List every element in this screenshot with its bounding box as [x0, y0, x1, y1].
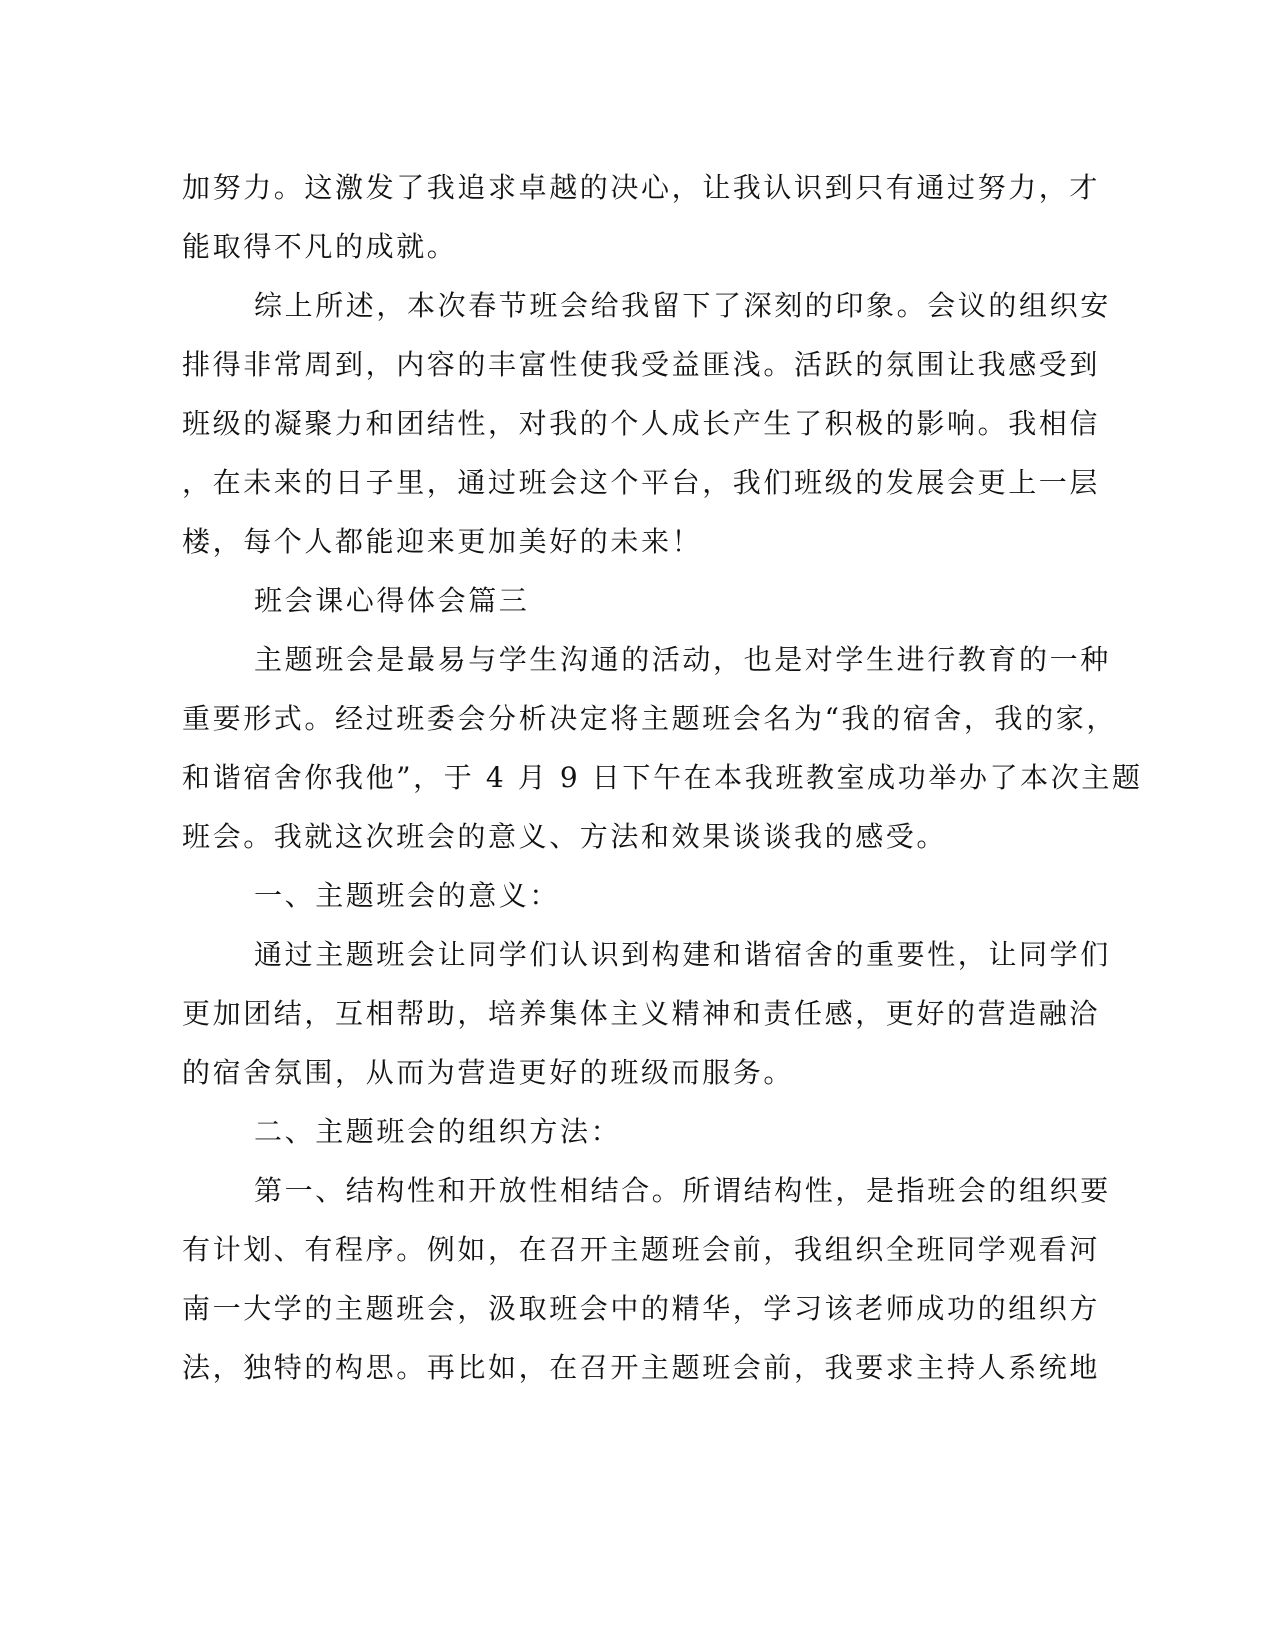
text-line: 排得非常周到，内容的丰富性使我受益匪浅。活跃的氛围让我感受到 — [182, 348, 1101, 381]
text-line: 更加团结，互相帮助，培养集体主义精神和责任感，更好的营造融洽 — [182, 997, 1101, 1030]
subsection-heading: 一、主题班会的意义： — [254, 879, 561, 912]
text-line: 班会。我就这次班会的意义、方法和效果谈谈我的感受。 — [182, 820, 948, 853]
section-heading: 班会课心得体会篇三 — [254, 584, 530, 617]
text-line: 南一大学的主题班会，汲取班会中的精华，学习该老师成功的组织方 — [182, 1292, 1101, 1325]
text-line: 能取得不凡的成就。 — [182, 230, 458, 263]
text-line: 通过主题班会让同学们认识到构建和谐宿舍的重要性，让同学们 — [254, 938, 1111, 971]
text-line: 加努力。这激发了我追求卓越的决心，让我认识到只有通过努力，才 — [182, 171, 1101, 204]
text-line: 的宿舍氛围，从而为营造更好的班级而服务。 — [182, 1056, 795, 1089]
text-line: 班级的凝聚力和团结性，对我的个人成长产生了积极的影响。我相信 — [182, 407, 1101, 440]
body-text — [182, 158, 1143, 1397]
text-line: 和谐宿舍你我他”，于 4 月 9 日下午在本我班教室成功举办了本次主题 — [182, 761, 1143, 794]
text-line: ，在未来的日子里，通过班会这个平台，我们班级的发展会更上一层 — [182, 466, 1101, 499]
text-line: 楼，每个人都能迎来更加美好的未来！ — [182, 525, 703, 558]
text-line: 法，独特的构思。再比如，在召开主题班会前，我要求主持人系统地 — [182, 1351, 1101, 1384]
text-line: 综上所述，本次春节班会给我留下了深刻的印象。会议的组织安 — [254, 289, 1111, 322]
text-line: 有计划、有程序。例如，在召开主题班会前，我组织全班同学观看河 — [182, 1233, 1101, 1266]
text-line: 第一、结构性和开放性相结合。所谓结构性，是指班会的组织要 — [254, 1174, 1111, 1207]
text-line: 主题班会是最易与学生沟通的活动，也是对学生进行教育的一种 — [254, 643, 1111, 676]
subsection-heading: 二、主题班会的组织方法： — [254, 1115, 622, 1148]
text-line: 重要形式。经过班委会分析决定将主题班会名为“我的宿舍，我的家， — [182, 702, 1117, 735]
